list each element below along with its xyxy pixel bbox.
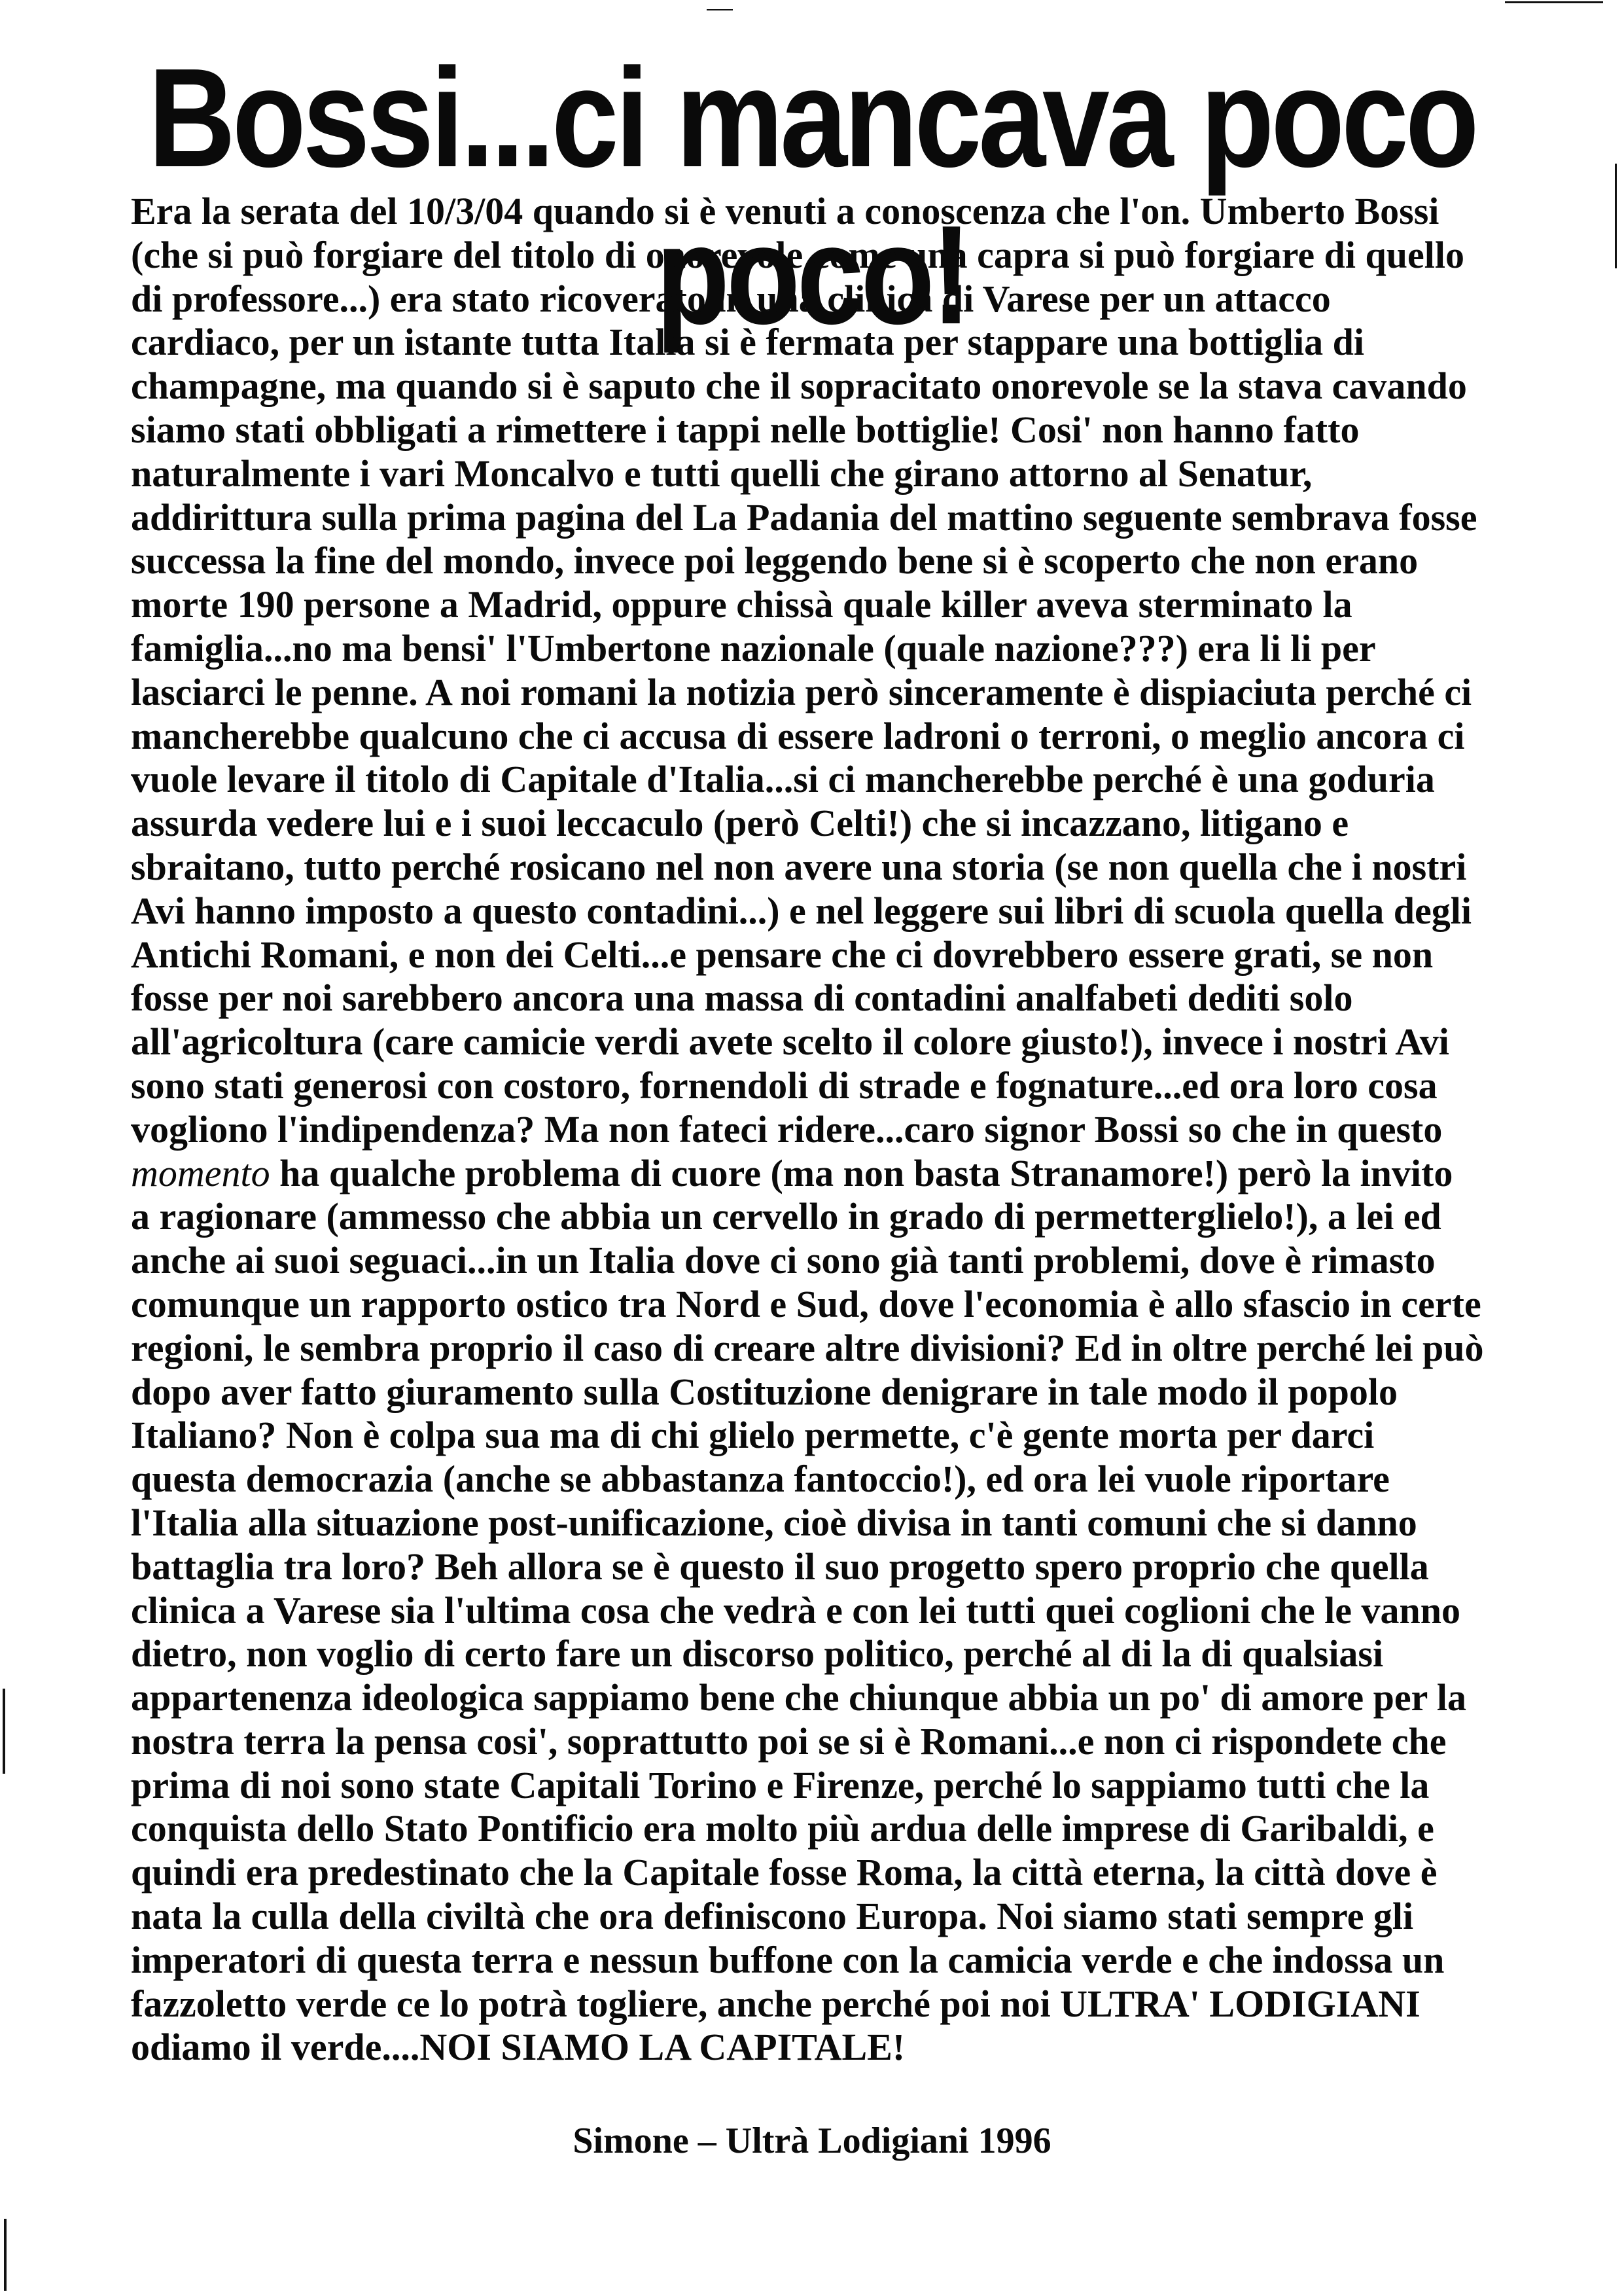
text-line-italic-start <box>131 1152 1518 1196</box>
text-line: appartenenza ideologica sappiamo bene che chiunque abbia un po' di amore per la <box>131 1676 1466 1719</box>
text-line: dopo aver fatto giuramento sulla Costituzione denigrare in tale modo il popolo <box>131 1370 1398 1413</box>
text-line: siamo stati obbligati a rimettere i tappi nelle bottiglie! Cosi' non hanno fatto <box>131 408 1360 451</box>
text-line: Antichi Romani, e non dei Celti...e pensare che ci dovrebbero essere grati, se non <box>131 933 1434 976</box>
text-line: Italiano? Non è colpa sua ma di chi glielo permette, c'è gente morta per darci <box>131 1414 1375 1457</box>
text-line: successa la fine del mondo, invece poi leggendo bene si è scoperto che non erano <box>131 539 1419 583</box>
text-line: Era la serata del 10/3/04 quando si è venuti a conoscenza che l'on. Umberto Bossi <box>131 190 1439 232</box>
text-line: fosse per noi sarebbero ancora una massa di contadini analfabeti dediti solo <box>131 977 1353 1020</box>
text-line: champagne, ma quando si è saputo che il sopracitato onorevole se la stava cavando <box>131 365 1467 408</box>
text-line: regioni, le sembra proprio il caso di creare altre divisioni? Ed in oltre perché lei può <box>131 1326 1484 1369</box>
signature: Simone – Ultrà Lodigiani 1996 <box>573 2121 1051 2161</box>
scan-artifact <box>3 1689 5 1774</box>
text-line: Avi hanno imposto a questo contadini...) e nel leggere sui libri di scuola quella degli <box>131 889 1472 932</box>
scan-artifact <box>1615 164 1617 268</box>
text-line: anche ai suoi seguaci...in un Italia dove ci sono già tanti problemi, dove è rimasto <box>131 1239 1436 1282</box>
text-line: mancherebbe qualcuno che ci accusa di essere ladroni o terroni, o meglio ancora ci <box>131 714 1465 757</box>
text-line: battaglia tra loro? Beh allora se è questo il suo progetto spero proprio che quella <box>131 1545 1429 1588</box>
text-line: questa democrazia (anche se abbastanza fantoccio!), ed ora lei vuole riportare <box>131 1458 1390 1501</box>
text-line: sono stati generosi con costoro, fornendoli di strade e fognature...ed ora loro cosa <box>131 1064 1438 1107</box>
text-line: l'Italia alla situazione post-unificazione, cioè divisa in tanti comuni che si danno <box>131 1501 1417 1544</box>
text-line: fazzoletto verde ce lo potrà togliere, anche perché poi noi ULTRA' LODIGIANI <box>131 1982 1421 2025</box>
text-line: dietro, non voglio di certo fare un discorso politico, perché al di la di qualsiasi <box>131 1632 1384 1676</box>
document-title: Bossi...ci mancava poco poco! <box>148 39 1476 353</box>
text-line: imperatori di questa terra e nessun buffone con la camicia verde e che indossa un <box>131 1938 1445 1981</box>
scan-artifact <box>707 9 733 10</box>
scan-artifact <box>1505 1 1603 3</box>
text-line: vuole levare il titolo di Capitale d'Italia...si ci mancherebbe perché è una goduria <box>131 758 1435 801</box>
text-line: odiamo il verde....NOI SIAMO LA CAPITALE! <box>131 2026 906 2069</box>
italic-word: momento <box>131 1151 270 1194</box>
text-line: naturalmente i vari Moncalvo e tutti quelli che girano attorno al Senatur, <box>131 452 1313 495</box>
article-body <box>131 190 1518 2070</box>
text-line: clinica a Varese sia l'ultima cosa che vedrà e con lei tutti quei coglioni che le vanno <box>131 1588 1461 1632</box>
text-line: morte 190 persone a Madrid, oppure chissà quale killer aveva sterminato la <box>131 583 1352 626</box>
text-line: (che si può forgiare del titolo di onorevole come una capra si può forgiare di quello <box>131 233 1464 276</box>
text-line: all'agricoltura (care camicie verdi avete scelto il colore giusto!), invece i nostri Avi <box>131 1020 1449 1064</box>
text-line: conquista dello Stato Pontificio era molto più ardua delle imprese di Garibaldi, e <box>131 1807 1434 1850</box>
text-line: di professore...) era stato ricoverato in una clinica di Varese per un attacco <box>131 277 1331 320</box>
text-line: sbraitano, tutto perché rosicano nel non avere una storia (se non quella che i nostri <box>131 845 1467 888</box>
text-line: addirittura sulla prima pagina del La Padania del mattino seguente sembrava fosse <box>131 495 1477 539</box>
text-line: comunque un rapporto ostico tra Nord e Sud, dove l'economia è allo sfascio in certe <box>131 1282 1481 1325</box>
text-line: prima di noi sono state Capitali Torino e Firenze, perché lo sappiamo tutti che la <box>131 1763 1430 1806</box>
line-rest: ha qualche problema di cuore (ma non basta Stranamore!) però la invito <box>270 1151 1453 1194</box>
text-line: a ragionare (ammesso che abbia un cervello in grado di permetterglielo!), a lei ed <box>131 1195 1441 1238</box>
text-line: quindi era predestinato che la Capitale fosse Roma, la città eterna, la città dove è <box>131 1851 1438 1894</box>
text-line: nostra terra la pensa cosi', soprattutto poi se si è Romani...e non ci rispondete che <box>131 1719 1447 1763</box>
text-line: nata la culla della civiltà che ora definiscono Europa. Noi siamo stati sempre gli <box>131 1895 1414 1938</box>
text-line: lasciarci le penne. A noi romani la notizia però sinceramente è dispiaciuta perché ci <box>131 670 1472 713</box>
text-line: vogliono l'indipendenza? Ma non fateci ridere...caro signor Bossi so che in questo <box>131 1107 1443 1151</box>
text-line: famiglia...no ma bensi' l'Umbertone nazionale (quale nazione???) era li li per <box>131 626 1376 670</box>
scan-artifact <box>4 2219 7 2291</box>
text-line: cardiaco, per un istante tutta Italia si è fermata per stappare una bottiglia di <box>131 321 1364 364</box>
text-line: assurda vedere lui e i suoi leccaculo (però Celti!) che si incazzano, litigano e <box>131 802 1349 845</box>
